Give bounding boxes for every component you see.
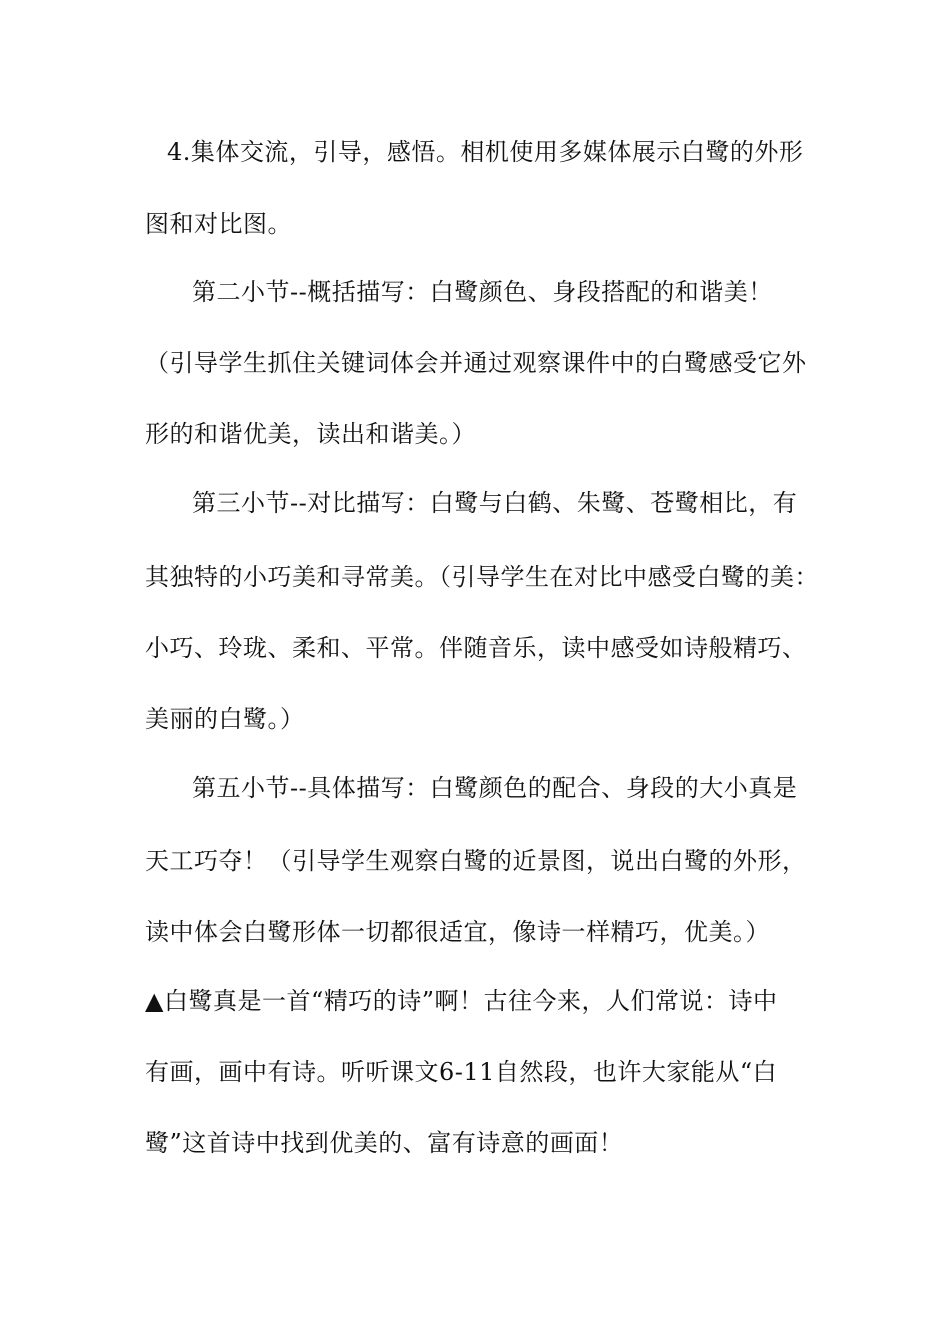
text-line-9: 美丽的白鹭。）	[145, 705, 305, 733]
text-line-1: 4.集体交流，引导，感悟。相机使用多媒体展示白鹭的外形	[167, 138, 804, 166]
text-line-2: 图和对比图。	[145, 210, 292, 238]
text-line-10: 第五小节--具体描写：白鹭颜色的配合、身段的大小真是	[192, 774, 798, 802]
text-line-11: 天工巧夺！（引导学生观察白鹭的近景图，说出白鹭的外形，	[145, 847, 807, 875]
text-line-12: 读中体会白鹭形体一切都很适宜，像诗一样精巧，优美。）	[145, 918, 770, 946]
text-line-14: 有画，画中有诗。听听课文6-11自然段，也许大家能从“白	[145, 1058, 778, 1086]
text-line-8: 小巧、玲珑、柔和、平常。伴随音乐，读中感受如诗般精巧、	[145, 634, 807, 662]
text-line-3: 第二小节--概括描写：白鹭颜色、身段搭配的和谐美！	[192, 278, 773, 306]
text-line-7: 其独特的小巧美和寻常美。（引导学生在对比中感受白鹭的美：	[145, 563, 819, 591]
text-line-6: 第三小节--对比描写：白鹭与白鹤、朱鹭、苍鹭相比，有	[192, 489, 798, 517]
text-line-5: 形的和谐优美，读出和谐美。）	[145, 420, 476, 448]
text-line-4: （引导学生抓住关键词体会并通过观察课件中的白鹭感受它外	[145, 349, 807, 377]
text-line-15: 鹭”这首诗中找到优美的、富有诗意的画面！	[145, 1129, 624, 1157]
text-line-13: ▲白鹭真是一首“精巧的诗”啊！古往今来，人们常说：诗中	[145, 987, 778, 1015]
